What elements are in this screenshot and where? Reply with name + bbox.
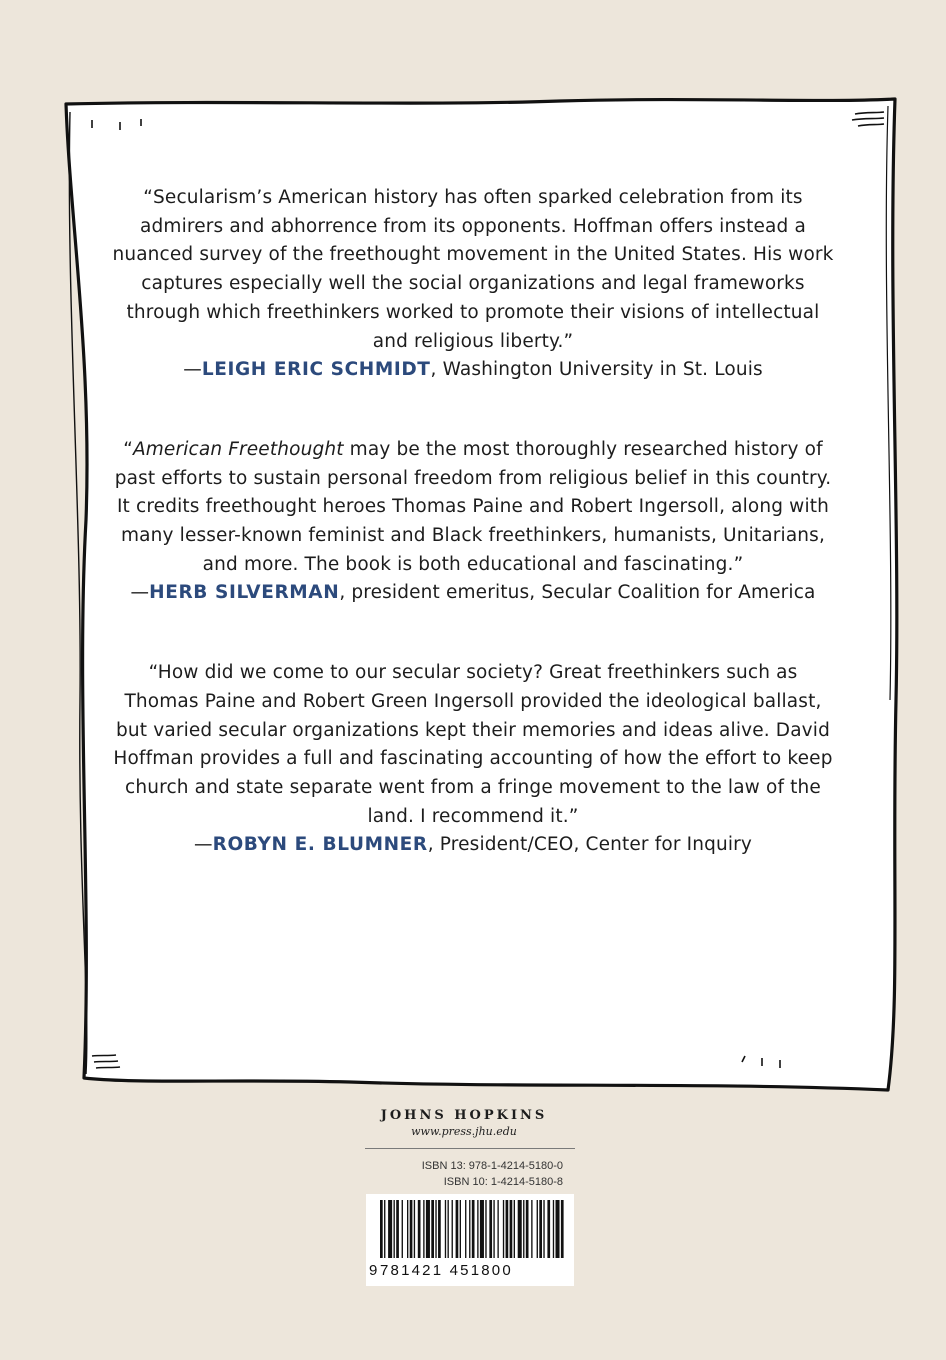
barcode-bar [489, 1200, 492, 1258]
barcode-bar [384, 1200, 385, 1258]
blurb-quote: “American Freethought may be the most thoroughly researched history of past efforts to sustain personal freedom from religious belief in this country. It credits freethought heroes Thomas Paine and Robert Ingersoll, along with many lesser-known feminist and Black freethinkers, humanists, Unitarians, and more. The book is both educational and fascinating.” [114, 438, 832, 575]
barcode-bar [503, 1200, 504, 1258]
barcode-bar [526, 1200, 529, 1258]
endorser-name: ROBYN E. BLUMNER [212, 834, 428, 856]
barcode-bar [380, 1200, 383, 1258]
isbn-block [365, 1158, 563, 1190]
blurb-quote: “How did we come to our secular society? Great freethinkers such as Thomas Paine and Robert Green Ingersoll provided the ideological ballast, but varied secular organizations kept their memories and ideas alive. David Hoffman provides a full and fascinating accounting of how the effort to keep church and state separate went from a fringe movement to the law of the land. I recommend it.” [113, 662, 833, 827]
barcode-bar [480, 1200, 484, 1258]
barcode-first-digit: 9 [369, 1262, 378, 1279]
blurb-attribution: —ROBYN E. BLUMNER, President/CEO, Center for Inquiry [193, 834, 753, 856]
blurb-quote: “Secularism’s American history has often sparked celebration from its admirers and abhorrence from its opponents. Hoffman offers instead a nuanced survey of the freethought movement in the United States. His work captures especially well the social organizations and legal frameworks through which freethinkers worked to promote their visions of intellectual and religious liberty.” [112, 187, 834, 352]
barcode-bar [539, 1200, 542, 1258]
barcode-bar [543, 1200, 544, 1258]
barcode-bar [388, 1200, 392, 1258]
endorser-affiliation: , Washington University in St. Louis [430, 359, 763, 381]
barcode-bar [452, 1200, 453, 1258]
barcode-bar [497, 1200, 498, 1258]
barcode-bar [506, 1200, 509, 1258]
blurb-attribution: —HERB SILVERMAN, president emeritus, Secular Coalition for America [130, 582, 816, 604]
blurb-schmidt [110, 184, 836, 385]
barcode-bars [366, 1194, 574, 1264]
barcode-bar [448, 1200, 449, 1258]
barcode-bar [510, 1200, 513, 1258]
barcode-bar [493, 1200, 494, 1258]
divider [365, 1148, 575, 1149]
barcode-bar [561, 1200, 564, 1258]
barcode-bar [438, 1200, 441, 1258]
blurb-silverman [110, 436, 836, 608]
barcode-bar [407, 1200, 408, 1258]
publisher-block [365, 1108, 575, 1149]
barcode-bar [418, 1200, 421, 1258]
barcode-bar [423, 1200, 424, 1258]
barcode-bar [518, 1200, 522, 1258]
publisher-url[interactable]: www.press.jhu.edu [411, 1125, 517, 1138]
barcode-bar [402, 1200, 403, 1258]
barcode-bar [537, 1200, 538, 1258]
barcode-bar [531, 1200, 532, 1258]
endorser-affiliation: , president emeritus, Secular Coalition for America [339, 582, 816, 604]
barcode-bar [394, 1200, 395, 1258]
barcode-bar [556, 1200, 560, 1258]
barcode-bar [514, 1200, 515, 1258]
barcode-bar [553, 1200, 554, 1258]
barcode-bar [477, 1200, 478, 1258]
blurb-attribution: —LEIGH ERIC SCHMIDT, Washington University in St. Louis [183, 359, 763, 381]
book-title: American Freethought [132, 438, 344, 460]
isbn-10: ISBN 10: 1-4214-5180-8 [443, 1176, 563, 1188]
endorsements [110, 184, 836, 911]
barcode-bar [396, 1200, 399, 1258]
barcode-bar [445, 1200, 446, 1258]
endorser-affiliation: , President/CEO, Center for Inquiry [427, 834, 753, 856]
barcode-bar [410, 1200, 413, 1258]
barcode-bar [456, 1200, 459, 1258]
barcode-bar [435, 1200, 436, 1258]
barcode-bar [469, 1200, 470, 1258]
barcode-bar [465, 1200, 466, 1258]
blurb-blumner [110, 659, 836, 860]
barcode-bar [485, 1200, 486, 1258]
barcode-bar [523, 1200, 524, 1258]
barcode-bar [547, 1200, 550, 1258]
publisher-name: JOHNS HOPKINS [380, 1108, 548, 1123]
barcode-bar [414, 1200, 415, 1258]
isbn-13: ISBN 13: 978-1-4214-5180-0 [421, 1160, 563, 1172]
endorser-name: HERB SILVERMAN [149, 582, 340, 604]
endorser-name: LEIGH ERIC SCHMIDT [201, 359, 431, 381]
barcode-bar [460, 1200, 461, 1258]
barcode-bar [426, 1200, 430, 1258]
barcode-digits: 781421 451800 [380, 1262, 513, 1279]
barcode-bar [472, 1200, 475, 1258]
barcode-bar [431, 1200, 434, 1258]
barcode [366, 1194, 574, 1286]
